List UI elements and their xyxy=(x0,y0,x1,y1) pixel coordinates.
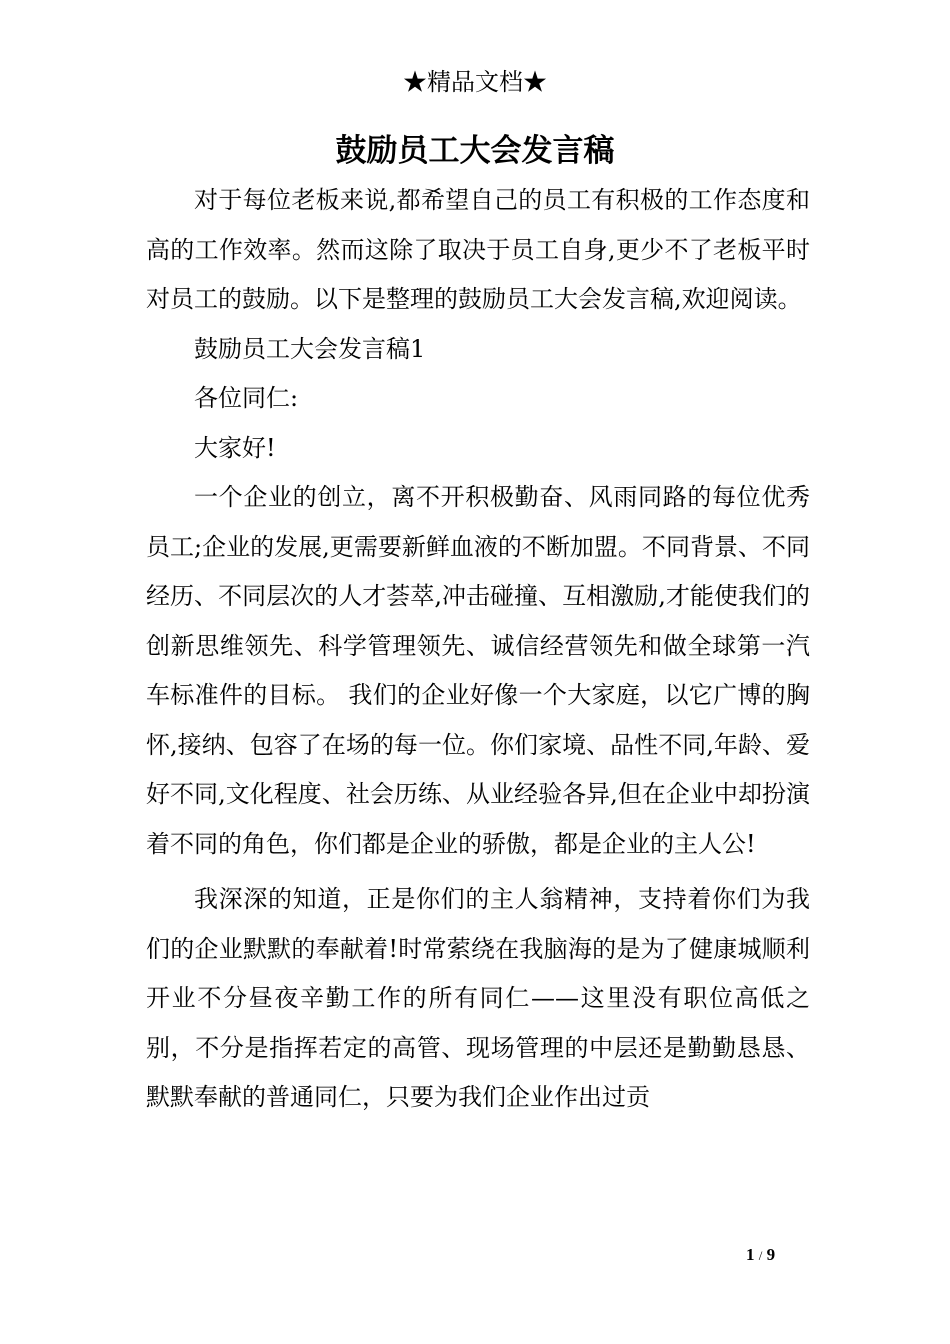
page-number xyxy=(746,1244,775,1267)
paragraph-greeting: 大家好! xyxy=(194,433,276,462)
document-title: 鼓励员工大会发言稿 xyxy=(335,133,615,169)
document-body xyxy=(146,176,810,1123)
paragraph-salutation: 各位同仁: xyxy=(194,384,299,412)
page-separator: / xyxy=(758,1248,763,1263)
paragraph-heading: 鼓励员工大会发言稿1 xyxy=(194,334,426,363)
header-mark: ★精品文档★ xyxy=(403,68,547,96)
page-total: 9 xyxy=(766,1245,776,1264)
paragraph-intro: 对于每位老板来说,都希望自己的员工有积极的工作态度和高的工作效率。然而这除了取决于员工自身,更少不了老板平时对员工的鼓励。以下是整理的鼓励员工大会发言稿,欢迎阅读。 xyxy=(146,186,810,313)
page-current: 1 xyxy=(746,1245,755,1264)
paragraph-body-1: 一个企业的创立，离不开积极勤奋、风雨同路的每位优秀员工;企业的发展,更需要新鲜血液的不断加盟。不同背景、不同经历、不同层次的人才荟萃,冲击碰撞、互相激励,才能使我们的创新思维领先、科学管理领先、诚信经营领先和做全球第一汽车标准件的目标。 我们的企业好像一个大家庭，以它广博的胸怀,接纳、包容了在场的每一位。你们家境、品性不同,年龄、爱好不同,文化程度、社会历练、从业经验各异,但在企业中却扮演着不同的角色，你们都是企业的骄傲，都是企业的主人公! xyxy=(146,483,810,858)
paragraph-body-2: 我深深的知道，正是你们的主人翁精神，支持着你们为我们的企业默默的奉献着!时常萦绕在我脑海的是为了健康城顺利开业不分昼夜辛勤工作的所有同仁——这里没有职位高低之别，不分是指挥若定的高管、现场管理的中层还是勤勤恳恳、默默奉献的普通同仁，只要为我们企业作出过贡 xyxy=(146,885,810,1111)
